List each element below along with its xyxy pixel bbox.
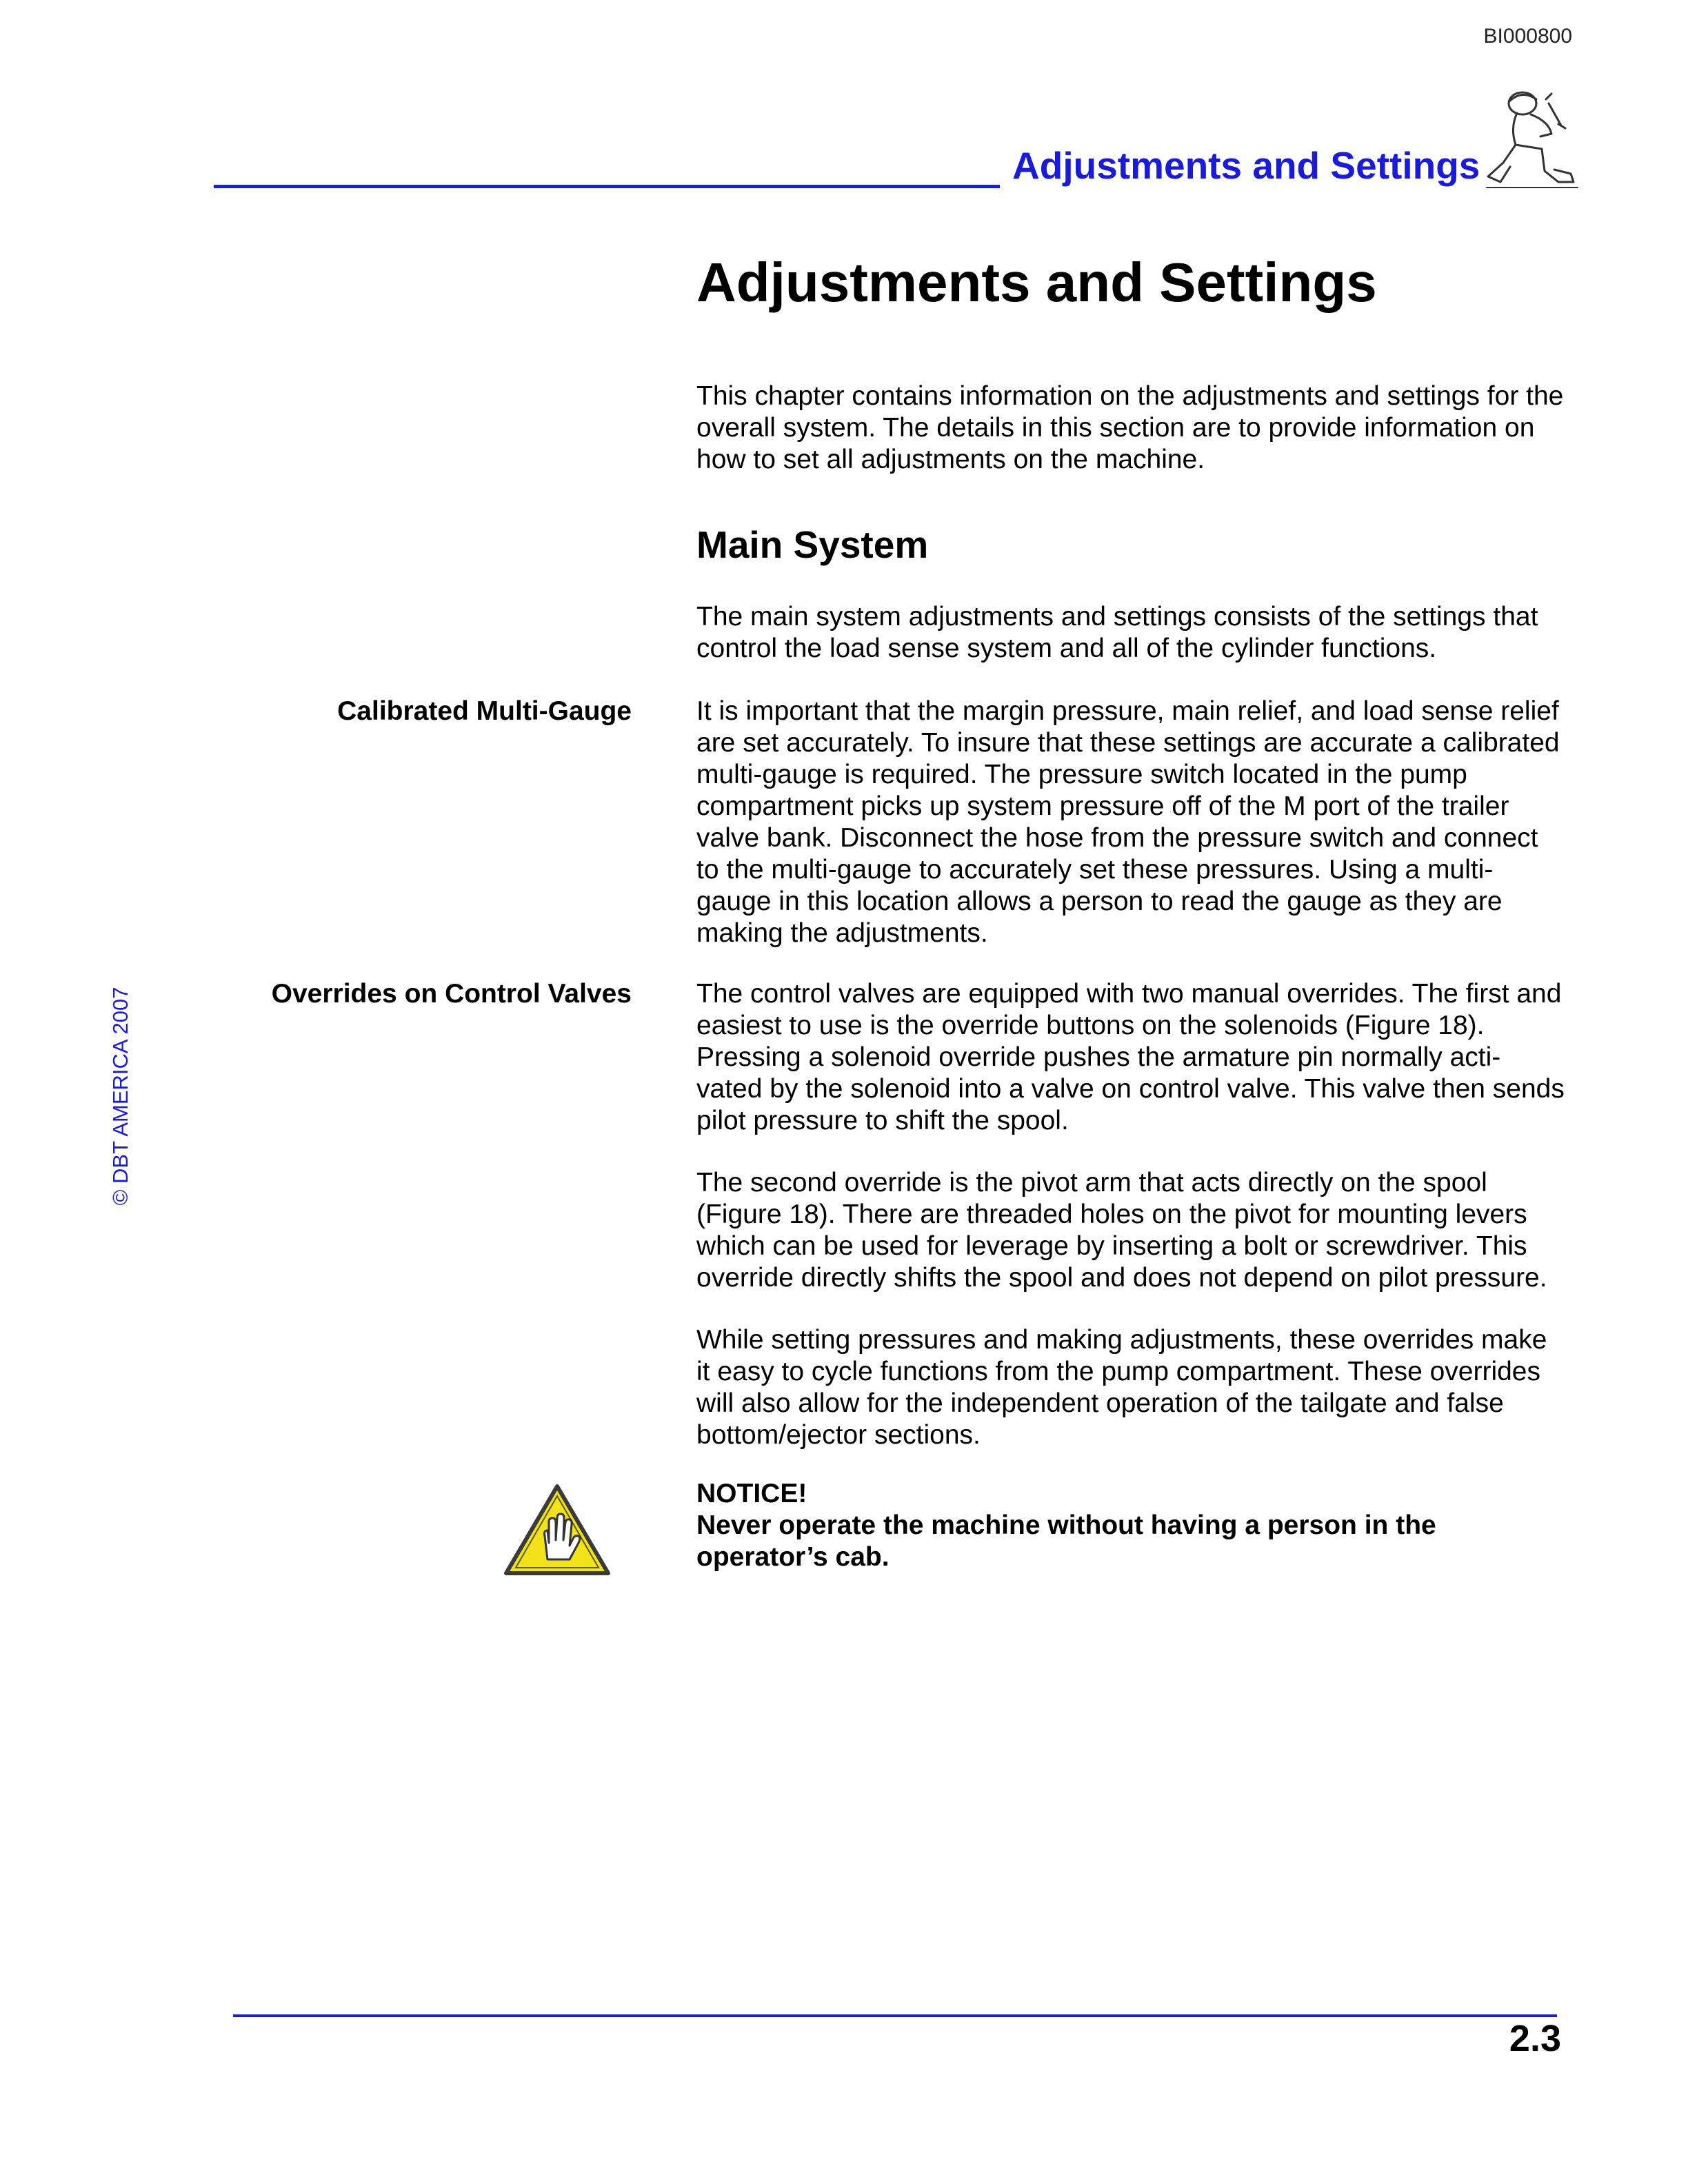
header-rule [214,185,1000,188]
overrides-paragraph-2: The second override is the pivot arm that acts directly on the spool (Figure 18). There are threaded holes on the pivot for mounting levers which can be used for leverage by inserting a bolt or screwdriver. This override directly shifts the spool and does not depend on pilot pressure. [696,1168,1547,1293]
notice-title: NOTICE! [696,1479,807,1508]
notice-text: Never operate the machine without having a person in the operator’s cab. [696,1510,1436,1572]
copyright-text: © DBT AMERICA 2007 [108,987,132,1206]
document-code: BI000800 [1483,25,1572,48]
calibrated-multi-gauge-paragraph: It is important that the margin pressure, main relief, and load sense relief are set accurately. To insure that these settings are accurate a calibrated multi-gauge is required. The pressure switch located in the pump compartment picks up system pressure off of the M port of the trailer valve bank. Disconnect the hose from the pressure switch and connect to the multi-gauge to accurately set these pressures. Using a multi-gauge in this location allows a person to read the gauge as they are making the adjustments. [696,696,1560,948]
notice-block [696,1478,1524,1573]
overrides-paragraph-1: The control valves are equipped with two manual overrides. The first and easiest to use is the override buttons on the solenoids (Figure 18). Pressing a solenoid override pushes the armature pin normally acti-vated by the solenoid into a valve on control valve. This valve then sends pilot pressure to shift the spool. [696,979,1565,1135]
page-number: 2.3 [1509,2018,1561,2059]
main-system-paragraph: The main system adjustments and settings consists of the settings that control the load sense system and all of the cylinder functions. [696,602,1538,663]
page-heading: Adjustments and Settings [696,252,1377,313]
warning-hand-icon [502,1482,612,1579]
footer-rule [233,2014,1557,2017]
mechanic-with-wrench-icon [1483,85,1579,196]
intro-paragraph: This chapter contains information on the adjustments and settings for the overall system. The details in this section are to provide information on how to set all adjustments on the machine. [696,381,1564,474]
side-head-overrides-on-control-valves: Overrides on Control Valves [271,979,632,1009]
section-heading-main-system: Main System [696,523,929,566]
overrides-paragraph-3: While setting pressures and making adjustments, these overrides make it easy to cycle functions from the pump compartment. These overrides will also allow for the independent operation of the tailgate and false bottom/ejector sections. [696,1325,1547,1450]
side-head-calibrated-multi-gauge: Calibrated Multi-Gauge [337,696,632,726]
header-title: Adjustments and Settings [1012,144,1480,187]
